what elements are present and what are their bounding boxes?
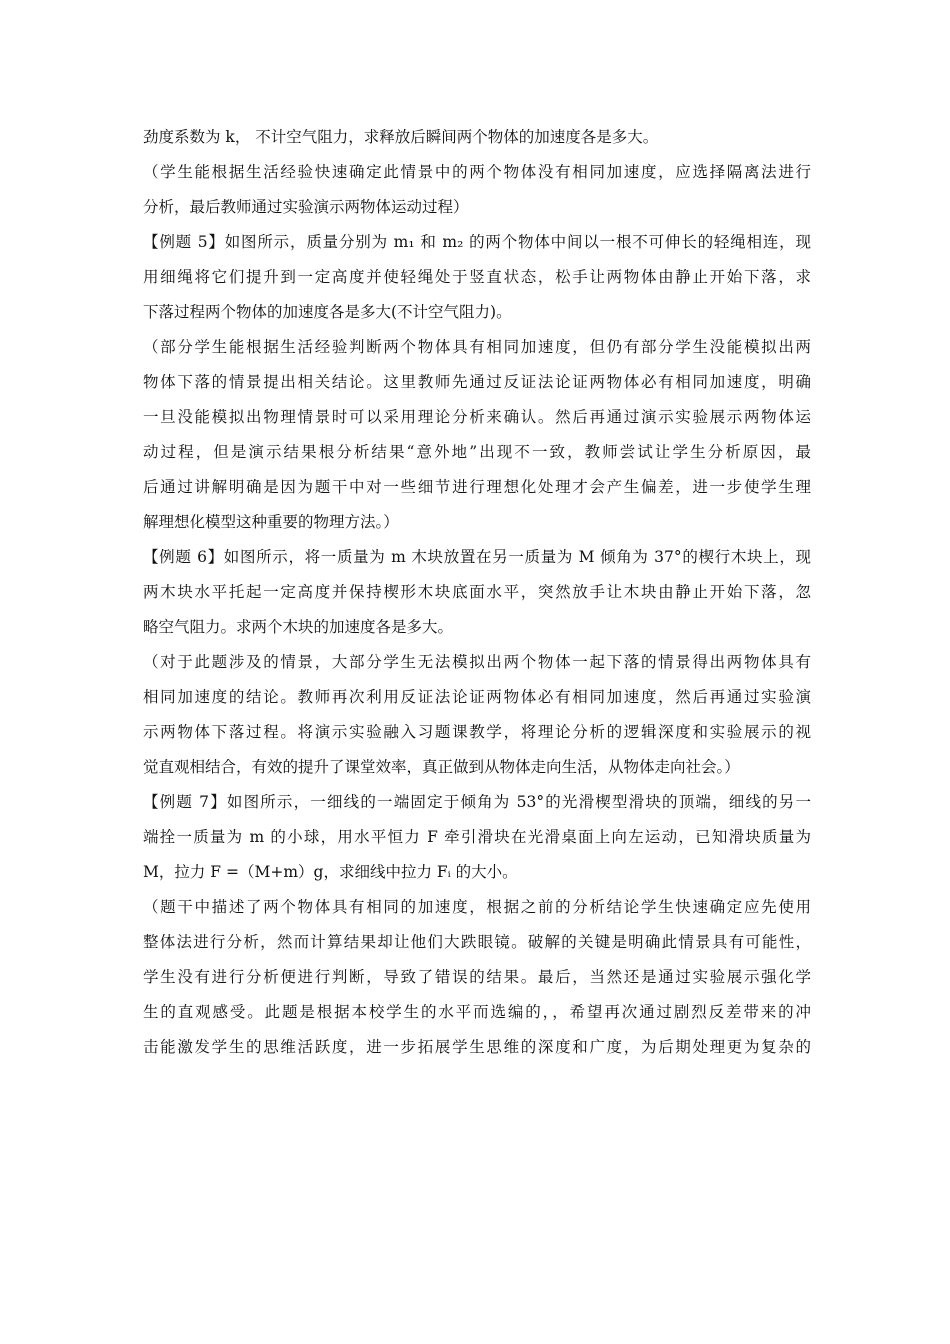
text-line: 生的直观感受。此题是根据本校学生的水平而选编的，，希望再次通过剧烈反差带来的冲	[143, 1003, 811, 1021]
text-line: M，拉力 F =（M+m）g，求细线中拉力 Fᵢ 的大小。	[143, 863, 518, 881]
text-line: 击能激发学生的思维活跃度，进一步拓展学生思维的深度和广度，为后期处理更为复杂的	[143, 1038, 811, 1056]
text-line: 下落过程两个物体的加速度各是多大(不计空气阻力)。	[143, 303, 512, 321]
text-line: 觉直观相结合，有效的提升了课堂效率，真正做到从物体走向生活，从物体走向社会。）	[143, 758, 740, 776]
text-line: （学生能根据生活经验快速确定此情景中的两个物体没有相同加速度，应选择隔离法进行	[143, 163, 811, 181]
text-line: （部分学生能根据生活经验判断两个物体具有相同加速度，但仍有部分学生没能模拟出两	[143, 338, 811, 356]
text-line: 【例题 6】如图所示，将一质量为 m 木块放置在另一质量为 M 倾角为 37°的楔行木块上，现	[143, 548, 811, 566]
text-line: 解理想化模型这种重要的物理方法。）	[143, 513, 399, 531]
text-line: 一旦没能模拟出物理情景时可以采用理论分析来确认。然后再通过演示实验展示两物体运	[143, 408, 811, 426]
text-line: 用细绳将它们提升到一定高度并使轻绳处于竖直状态，松手让两物体由静止开始下落，求	[143, 268, 811, 286]
text-line: 后通过讲解明确是因为题干中对一些细节进行理想化处理才会产生偏差，进一步使学生理	[143, 478, 811, 496]
text-line: 动过程，但是演示结果根分析结果“意外地”出现不一致，教师尝试让学生分析原因，最	[143, 443, 811, 461]
text-line: 相同加速度的结论。教师再次利用反证法论证两物体必有相同加速度，然后再通过实验演	[143, 688, 811, 706]
text-line: 物体下落的情景提出相关结论。这里教师先通过反证法论证两物体必有相同加速度，明确	[143, 373, 811, 391]
text-line: 略空气阻力。求两个木块的加速度各是多大。	[143, 618, 454, 636]
text-line: 示两物体下落过程。将演示实验融入习题课教学，将理论分析的逻辑深度和实验展示的视	[143, 723, 811, 741]
text-line: （题干中描述了两个物体具有相同的加速度，根据之前的分析结论学生快速确定应先使用	[143, 898, 811, 916]
text-line: 【例题 5】如图所示，质量分别为 m₁ 和 m₂ 的两个物体中间以一根不可伸长的轻绳相连，现	[143, 233, 811, 251]
text-line: 【例题 7】如图所示，一细线的一端固定于倾角为 53°的光滑楔型滑块的顶端，细线的另一	[143, 793, 811, 811]
text-line: 端拴一质量为 m 的小球，用水平恒力 F 牵引滑块在光滑桌面上向左运动，已知滑块质量为	[143, 828, 811, 846]
text-line: 整体法进行分析，然而计算结果却让他们大跌眼镜。破解的关键是明确此情景具有可能性，	[143, 933, 811, 951]
document-body	[143, 120, 811, 1065]
text-line: 劲度系数为 k， 不计空气阻力，求释放后瞬间两个物体的加速度各是多大。	[143, 128, 659, 146]
text-line: （对于此题涉及的情景，大部分学生无法模拟出两个物体一起下落的情景得出两物体具有	[143, 653, 811, 671]
text-line: 分析，最后教师通过实验演示两物体运动过程）	[143, 198, 469, 216]
text-line: 两木块水平托起一定高度并保持楔形木块底面水平，突然放手让木块由静止开始下落，忽	[143, 583, 811, 601]
text-line: 学生没有进行分析便进行判断，导致了错误的结果。最后，当然还是通过实验展示强化学	[143, 968, 811, 986]
